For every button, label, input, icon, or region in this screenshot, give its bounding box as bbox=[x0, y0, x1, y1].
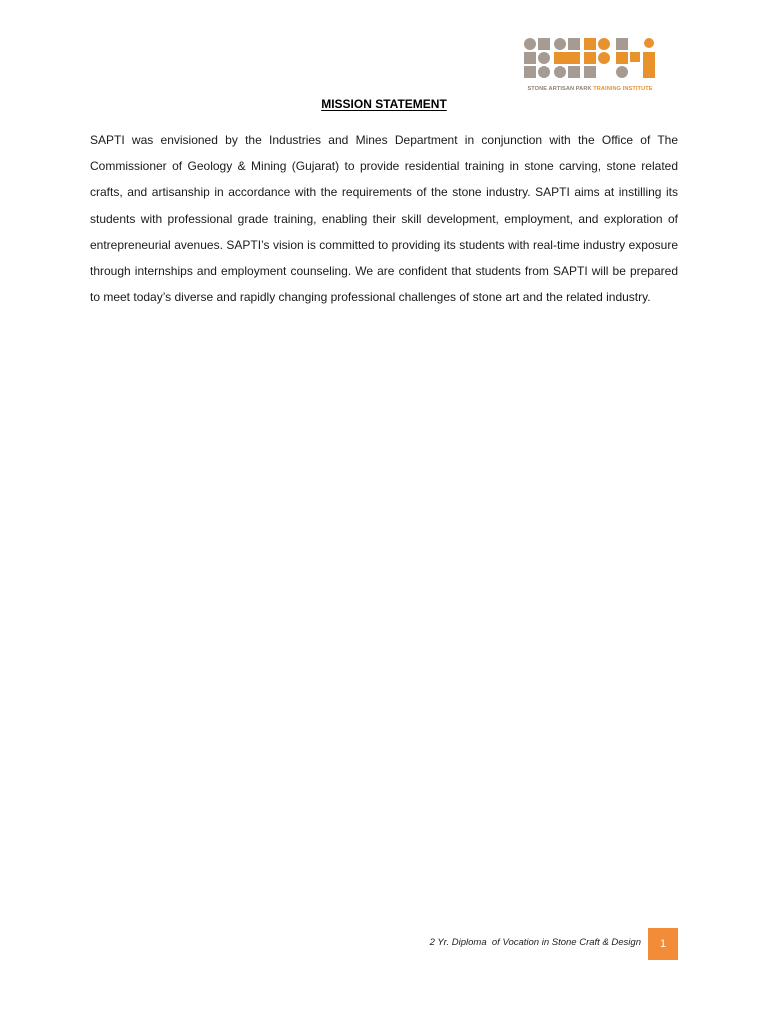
page-title: MISSION STATEMENT bbox=[321, 97, 447, 111]
sapti-logo bbox=[522, 36, 658, 96]
footer-course-title: 2 Yr. Diploma of Vocation in Stone Craft & Design bbox=[429, 937, 641, 948]
logo-caption-part1: STONE ARTISAN PARK bbox=[527, 86, 594, 92]
logo-caption bbox=[522, 86, 658, 92]
logo-caption-part2: TRAINING INSTITUTE bbox=[593, 86, 653, 92]
mission-paragraph: SAPTI was envisioned by the Industries and Mines Department in conjunction with the Office of The Commissioner of Geology & Mining (Gujarat) to provide residential training in stone carving, stone related crafts, and artisanship in accordance with the requirements of the stone industry. SAPTI aims at instilling its students with professional grade training, enabling their skill development, employment, and exploration of entrepreneurial avenues. SAPTI’s vision is committed to providing its students with real-time industry exposure through internships and employment counseling. We are confident that students from SAPTI will be prepared to meet today’s diverse and rapidly changing professional challenges of stone art and the related industry. bbox=[90, 133, 678, 305]
page-number-badge: 1 bbox=[648, 928, 678, 960]
sapti-logo-mark bbox=[522, 36, 658, 84]
